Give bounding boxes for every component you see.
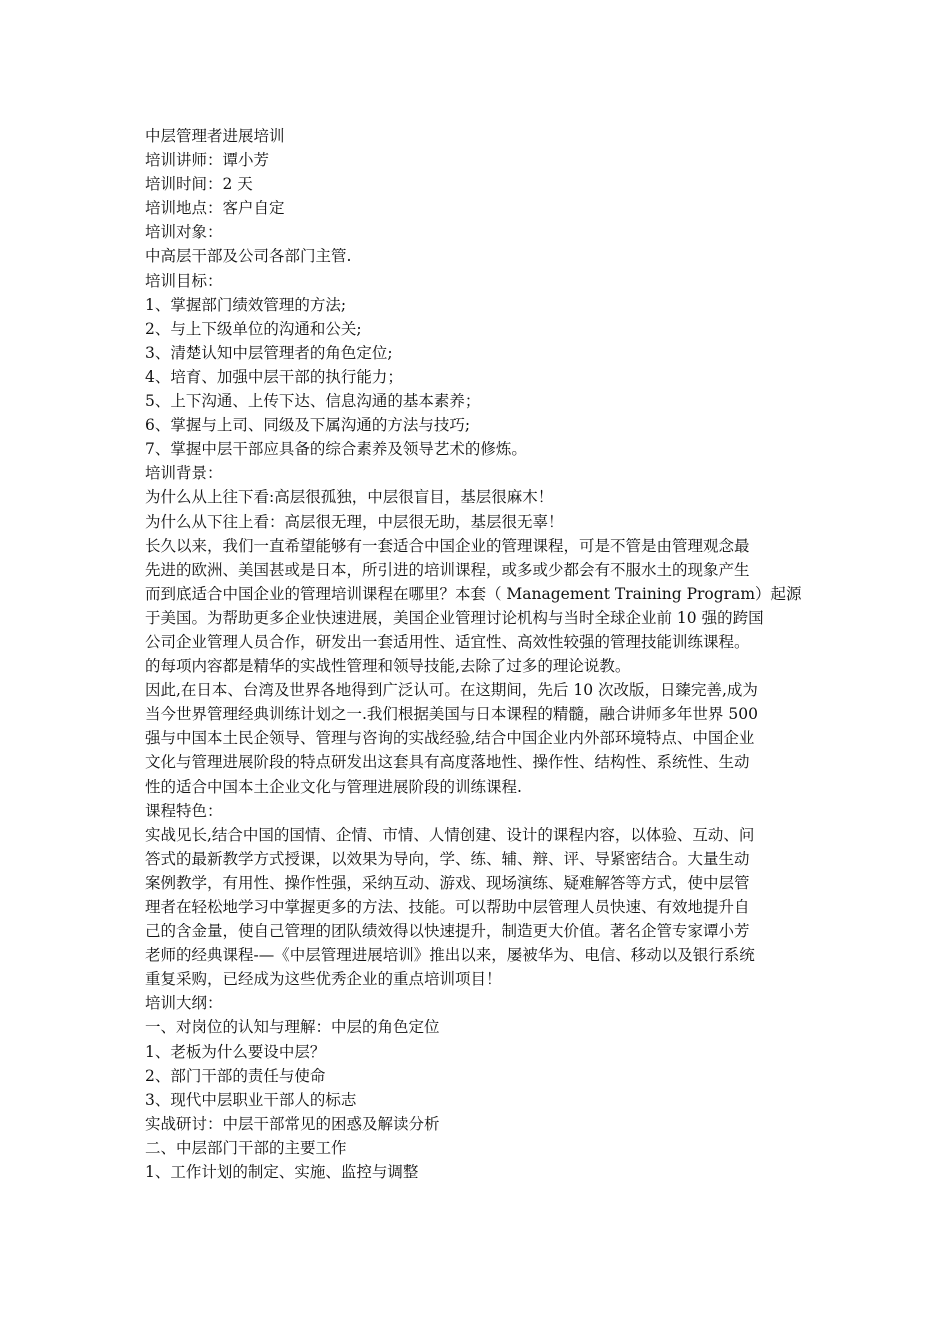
audience-heading: 培训对象： xyxy=(145,223,223,242)
paragraph-line: 案例教学，有用性、操作性强，采纳互动、游戏、现场演练、疑难解答等方式，使中层管 xyxy=(145,873,750,892)
goal-item: 7、掌握中层干部应具备的综合素养及领导艺术的修炼。 xyxy=(145,440,527,459)
trainer-line: 培训讲师：谭小芳 xyxy=(145,151,270,170)
goal-item: 4、培育、加强中层干部的执行能力； xyxy=(145,367,403,386)
outline-item: 1、工作计划的制定、实施、监控与调整 xyxy=(145,1163,419,1182)
goal-item: 5、上下沟通、上传下达、信息沟通的基本素养； xyxy=(145,392,481,411)
outline-item: 2、部门干部的责任与使命 xyxy=(145,1066,326,1085)
paragraph-line: 实战见长,结合中国的国情、企情、市情、人情创建、设计的课程内容，以体验、互动、问 xyxy=(145,825,755,844)
paragraph-line: 先进的欧洲、美国甚或是日本，所引进的培训课程，或多或少都会有不服水土的现象产生 xyxy=(145,560,750,579)
features-heading: 课程特色： xyxy=(145,801,223,820)
background-line: 为什么从下往上看：高层很无理，中层很无助，基层很无辜！ xyxy=(145,512,564,531)
paragraph-line: 己的含金量，使自己管理的团队绩效得以快速提升，制造更大价值。著名企管专家谭小芳 xyxy=(145,922,750,941)
duration-line: 培训时间：2 天 xyxy=(145,175,253,194)
paragraph-line: 而到底适合中国企业的管理培训课程在哪里？本套（ Management Training Program）起源 xyxy=(145,584,802,603)
goal-item: 6、掌握与上司、同级及下属沟通的方法与技巧; xyxy=(145,416,471,435)
goals-heading: 培训目标： xyxy=(145,271,223,290)
paragraph-line: 当今世界管理经典训练计划之一.我们根据美国与日本课程的精髓，融合讲师多年世界 500 xyxy=(145,705,758,724)
paragraph-line: 因此,在日本、台湾及世界各地得到广泛认可。在这期间，先后 10 次改版，日臻完善,成为 xyxy=(145,681,758,700)
goal-item: 1、掌握部门绩效管理的方法; xyxy=(145,295,347,314)
outline-section: 二、中层部门干部的主要工作 xyxy=(145,1138,347,1157)
location-line: 培训地点：客户自定 xyxy=(145,199,285,218)
document-title: 中层管理者进展培训 xyxy=(145,127,285,145)
outline-heading: 培训大纲： xyxy=(145,994,223,1013)
paragraph-line: 老师的经典课程-—《中层管理进展培训》推出以来，屡被华为、电信、移动以及银行系统 xyxy=(145,946,755,965)
document-page xyxy=(145,124,810,1184)
outline-item: 3、现代中层职业干部人的标志 xyxy=(145,1090,357,1109)
background-heading: 培训背景： xyxy=(145,464,223,483)
paragraph-line: 长久以来，我们一直希望能够有一套适合中国企业的管理课程，可是不管是由管理观念最 xyxy=(145,536,750,555)
paragraph-line: 文化与管理进展阶段的特点研发出这套具有高度落地性、操作性、结构性、系统性、生动 xyxy=(145,753,750,772)
paragraph-line: 性的适合中国本土企业文化与管理进展阶段的训练课程. xyxy=(145,777,522,796)
outline-item: 1、老板为什么要设中层？ xyxy=(145,1042,326,1061)
goal-item: 2、与上下级单位的沟通和公关; xyxy=(145,319,362,338)
background-paragraph-1 xyxy=(145,534,810,679)
paragraph-line: 理者在轻松地学习中掌握更多的方法、技能。可以帮助中层管理人员快速、有效地提升自 xyxy=(145,898,750,916)
features-paragraph xyxy=(145,823,810,992)
paragraph-line: 公司企业管理人员合作，研发出一套适用性、适宜性、高效性较强的管理技能训练课程。 xyxy=(145,632,750,651)
paragraph-line: 答式的最新教学方式授课，以效果为导向，学、练、辅、辩、评、导紧密结合。大量生动 xyxy=(145,849,750,868)
paragraph-line: 于美国。为帮助更多企业快速进展，美国企业管理讨论机构与当时全球企业前 10 强的跨国 xyxy=(145,608,764,627)
audience-text: 中高层干部及公司各部门主管. xyxy=(145,247,352,266)
paragraph-line: 重复采购，已经成为这些优秀企业的重点培训项目！ xyxy=(145,970,502,989)
background-line: 为什么从上往下看:高层很孤独，中层很盲目，基层很麻木！ xyxy=(145,488,554,507)
goal-item: 3、清楚认知中层管理者的角色定位; xyxy=(145,343,393,362)
outline-section: 一、对岗位的认知与理解：中层的角色定位 xyxy=(145,1018,440,1037)
outline-discussion: 实战研讨：中层干部常见的困惑及解读分析 xyxy=(145,1114,440,1133)
paragraph-line: 的每项内容都是精华的实战性管理和领导技能,去除了过多的理论说教。 xyxy=(145,657,631,676)
paragraph-line: 强与中国本土民企领导、管理与咨询的实战经验,结合中国企业内外部环境特点、中国企业 xyxy=(145,729,755,748)
background-paragraph-2 xyxy=(145,678,810,798)
